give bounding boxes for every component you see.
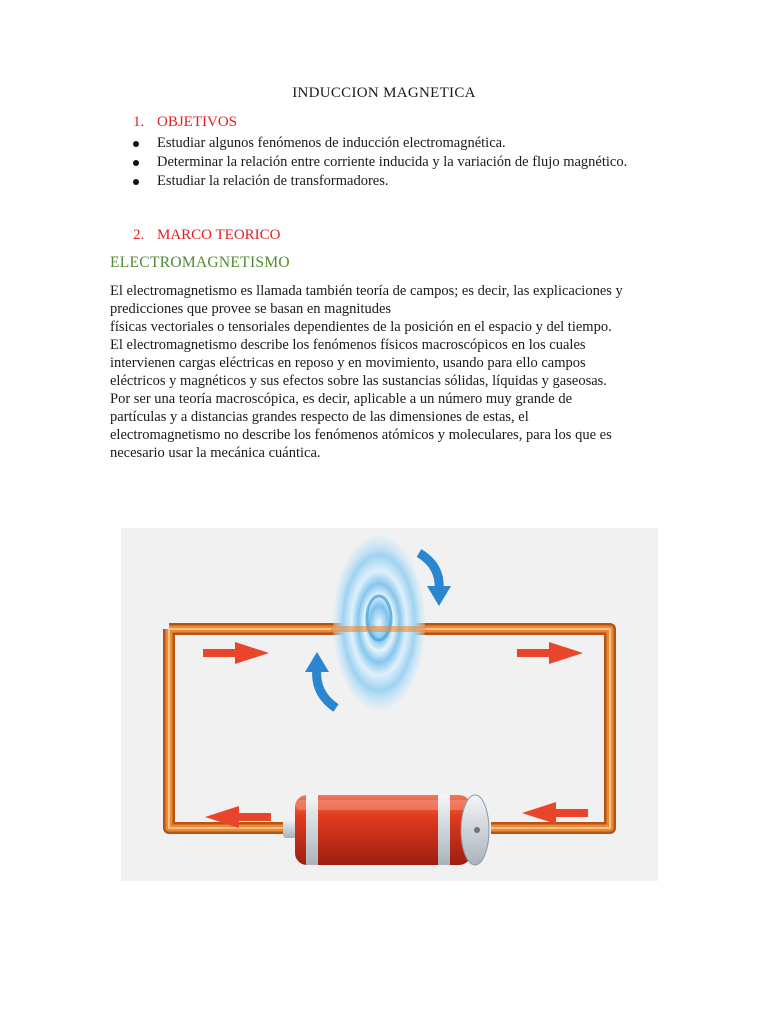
arrow-right-icon [203,642,269,664]
section-title: MARCO TEORICO [157,227,281,243]
bullet-icon [133,141,139,147]
list-item-text: Estudiar la relación de transformadores. [157,173,389,189]
section-heading-marco-teorico [133,227,281,244]
battery [283,795,489,865]
circuit-magnetic-field-illustration [121,528,658,881]
rotation-arrow-bottom-icon [317,668,336,708]
paragraph-line: eléctricos y magnéticos y sus efectos sobre las sustancias sólidas, líquidas y gaseosas. [110,373,607,389]
paragraph-line: electromagnetismo no describe los fenómenos atómicos y moleculares, para los que es [110,427,612,443]
bullet-icon [133,160,139,166]
list-item-text: Determinar la relación entre corriente inducida y la variación de flujo magnético. [157,154,628,170]
paragraph-line: El electromagnetismo describe los fenómenos físicos macroscópicos en los cuales [110,337,586,353]
rotation-arrowhead-bottom-icon [305,652,329,672]
body-paragraph [110,282,670,462]
list-item [131,153,627,172]
bullet-icon [133,179,139,185]
arrow-left-icon [522,802,588,824]
magnetic-field-rings [333,536,425,710]
arrow-right-icon [517,642,583,664]
document-title: INDUCCION MAGNETICA [292,85,476,101]
paragraph-line: intervienen cargas eléctricas en reposo y en movimiento, usando para ello campos [110,355,586,371]
section-title: OBJETIVOS [157,114,238,130]
paragraph-line: predicciones que provee se basan en magnitudes [110,301,392,317]
section-number: 2. [133,227,145,243]
subheading-electromagnetismo: ELECTROMAGNETISMO [110,254,290,271]
section-number: 1. [133,114,145,130]
paragraph-line: Por ser una teoría macroscópica, es decir, aplicable a un número muy grande de [110,391,573,407]
paragraph-line: partículas y a distancias grandes respecto de las dimensiones de estas, el [110,409,529,425]
list-item [131,172,627,191]
section-heading-objetivos [133,114,237,131]
paragraph-line: físicas vectoriales o tensoriales dependientes de la posición en el espacio y del tiempo. [110,319,612,335]
list-item [131,134,627,153]
paragraph-line: necesario usar la mecánica cuántica. [110,445,321,461]
list-item-text: Estudiar algunos fenómenos de inducción electromagnética. [157,135,506,151]
paragraph-line: El electromagnetismo es llamada también teoría de campos; es decir, las explicaciones y [110,283,623,299]
rotation-arrowhead-top-icon [427,586,451,606]
objectives-list [131,134,627,191]
circuit-figure [121,528,658,881]
rotation-arrow-top-icon [419,553,439,590]
